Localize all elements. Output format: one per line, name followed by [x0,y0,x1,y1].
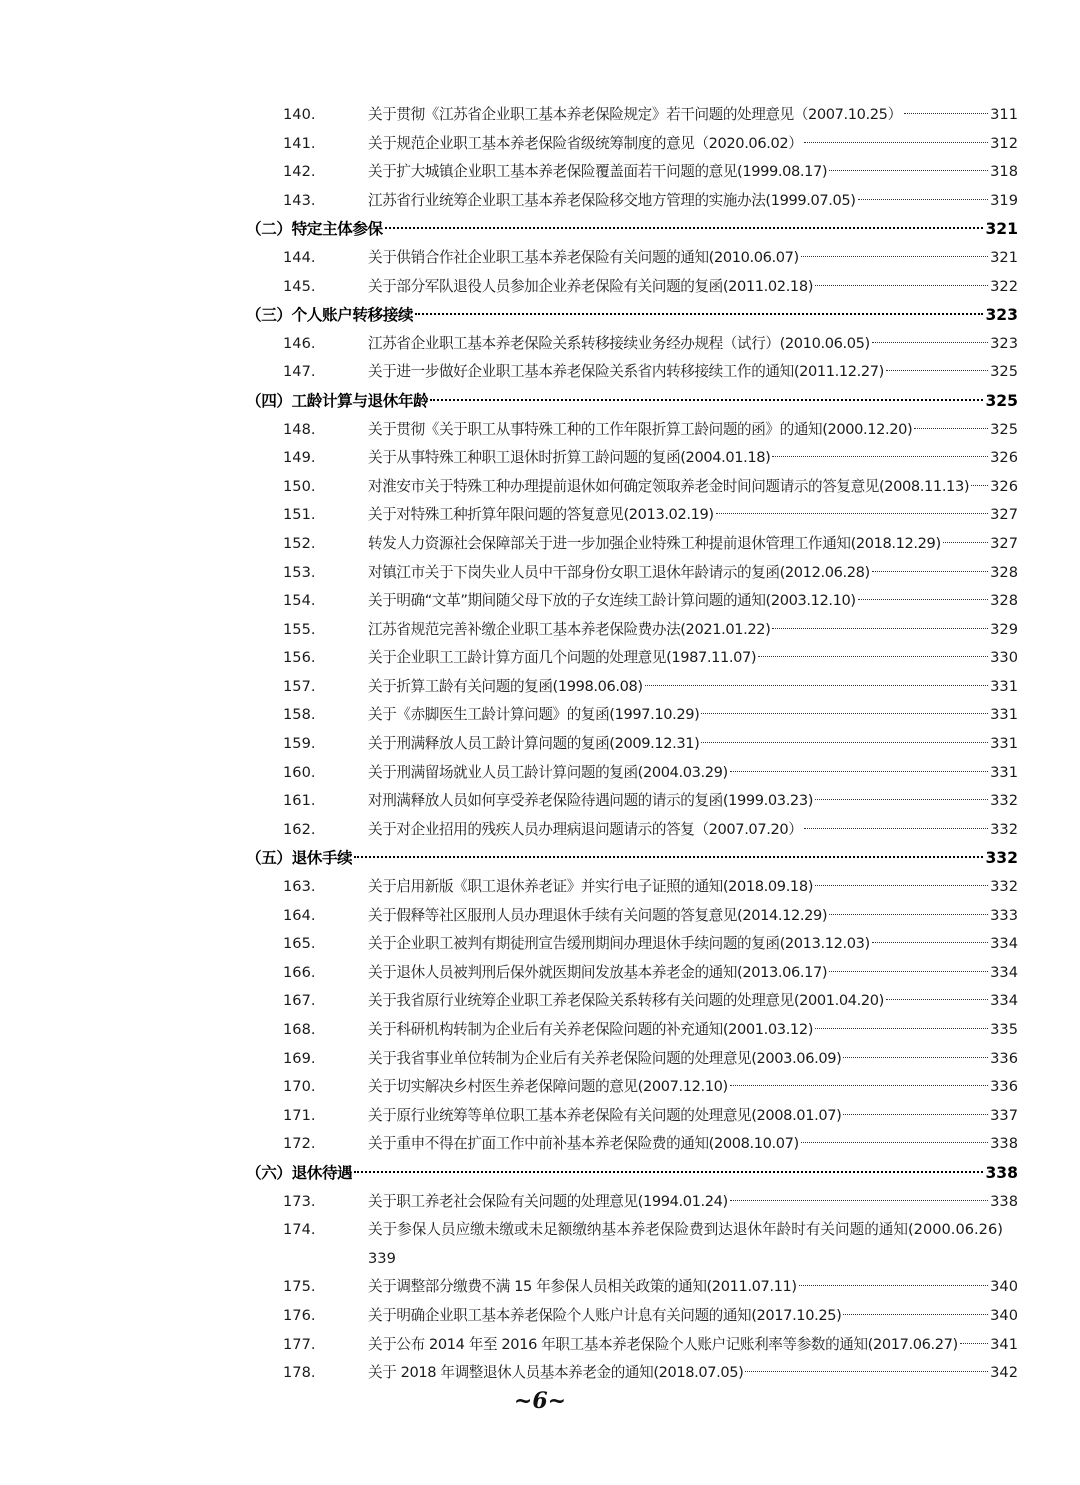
toc-entry[interactable] [0,644,1080,673]
dot-leader [745,1371,988,1372]
entry-number: 172. [283,1135,316,1153]
entry-number: 177. [283,1335,316,1353]
toc-entry[interactable] [0,1188,1080,1217]
entry-title: 关于启用新版《职工退休养老证》并实行电子证照的通知(2018.09.18) [368,878,813,896]
dot-leader [430,399,983,401]
section-page: 338 [985,1163,1018,1182]
dot-leader [730,1200,988,1201]
entry-page: 326 [990,449,1018,467]
entry-number: 151. [283,506,316,524]
entry-title: 关于供销合作社企业职工基本养老保险有关问题的通知(2010.06.07) [368,248,799,266]
entry-title: 关于扩大城镇企业职工基本养老保险覆盖面若干问题的意见(1999.08.17) [368,163,828,181]
dot-leader [815,285,988,286]
section-page: 321 [985,220,1018,239]
entry-title: 关于科研机构转制为企业后有关养老保险问题的补充通知(2001.03.12) [368,1021,813,1038]
entry-number: 156. [283,649,316,667]
toc-section[interactable] [0,844,1080,873]
entry-number: 161. [283,792,316,810]
entry-page: 312 [990,134,1018,152]
dot-leader [701,713,988,714]
entry-page: 331 [990,763,1018,781]
entry-number: 174. [283,1221,316,1239]
entry-title: 关于原行业统筹等单位职工基本养老保险有关问题的处理意见(2008.01.07) [368,1106,842,1124]
entry-page: 332 [990,878,1018,896]
dot-leader [843,1057,988,1058]
entry-title: 关于参保人员应缴未缴或未足额缴纳基本养老保险费到达退休年龄时有关问题的通知(2000.06.26) [368,1221,1003,1239]
entry-number: 159. [283,735,316,753]
entry-number: 176. [283,1306,316,1324]
entry-number: 149. [283,449,316,467]
dot-leader [730,1085,988,1086]
dot-leader [772,456,988,457]
entry-number: 148. [283,420,316,438]
dot-leader [801,1142,988,1143]
toc-entry[interactable] [0,587,1080,616]
entry-title: 关于调整部分缴费不满 15 年参保人员相关政策的通知(2011.07.11) [368,1278,797,1296]
dot-leader [730,771,988,772]
toc-entry[interactable] [0,930,1080,959]
toc-entry[interactable] [0,1130,1080,1159]
toc-entry[interactable] [0,1045,1080,1074]
toc-entry[interactable] [0,759,1080,788]
entry-page: 327 [990,534,1018,552]
entry-page: 340 [990,1306,1018,1324]
toc-entry[interactable] [0,530,1080,559]
dot-leader [960,1343,988,1344]
toc-entry[interactable] [0,1302,1080,1331]
entry-title: 关于对特殊工种折算年限问题的答复意见(2013.02.19) [368,506,714,524]
entry-title: 江苏省企业职工基本养老保险关系转移接续业务经办规程（试行）(2010.06.05) [368,334,870,352]
section-title: （四）工龄计算与退休年龄 [246,391,429,410]
entry-page: 325 [990,420,1018,438]
section-title: （六）退休待遇 [246,1163,353,1182]
entry-title: 对镇江市关于下岗失业人员中干部身份女职工退休年龄请示的复函(2012.06.28) [368,563,870,581]
entry-title: 关于我省事业单位转制为企业后有关养老保险问题的处理意见(2003.06.09) [368,1049,842,1067]
entry-page: 341 [990,1335,1018,1353]
entry-page: 328 [990,563,1018,581]
section-page: 332 [985,849,1018,868]
toc-entry[interactable] [0,473,1080,502]
toc-entry[interactable] [0,1273,1080,1302]
entry-page: 334 [990,935,1018,953]
page-number-footer: ~6~ [513,1388,567,1414]
entry-number: 160. [283,763,316,781]
entry-number: 166. [283,963,316,981]
entry-page: 332 [990,792,1018,810]
entry-title: 关于刑满释放人员工龄计算问题的复函(2009.12.31) [368,735,700,753]
toc-entry[interactable] [0,158,1080,187]
toc-entry[interactable] [0,244,1080,273]
entry-number: 164. [283,906,316,924]
entry-number: 169. [283,1049,316,1067]
toc-entry[interactable] [0,501,1080,530]
entry-page: 339 [368,1249,396,1267]
entry-title: 关于《赤脚医生工龄计算问题》的复函(1997.10.29) [368,706,700,724]
toc-entry[interactable] [0,673,1080,702]
entry-page: 337 [990,1106,1018,1124]
dot-leader [971,485,988,486]
entry-page: 336 [990,1078,1018,1096]
dot-leader [858,599,988,600]
dot-leader [829,170,988,171]
toc-entry[interactable] [0,1073,1080,1102]
entry-title: 关于刑满留场就业人员工龄计算问题的复函(2004.03.29) [368,763,728,781]
entry-page: 333 [990,906,1018,924]
dot-leader [914,428,988,429]
entry-number: 146. [283,334,316,352]
dot-leader [804,142,988,143]
entry-number: 147. [283,363,316,381]
section-page: 323 [985,306,1018,325]
entry-number: 167. [283,992,316,1010]
entry-title: 关于从事特殊工种职工退休时折算工龄问题的复函(2004.01.18) [368,449,771,467]
entry-number: 170. [283,1078,316,1096]
toc-section[interactable] [0,387,1080,416]
entry-number: 162. [283,820,316,838]
dot-leader [385,227,984,229]
toc-entry[interactable] [0,1331,1080,1360]
dot-leader [701,742,988,743]
table-of-contents [0,101,1080,1388]
section-title: （三）个人账户转移接续 [246,306,414,325]
toc-entry[interactable] [0,273,1080,302]
toc-entry[interactable] [0,816,1080,845]
entry-page: 327 [990,506,1018,524]
entry-number: 145. [283,277,316,295]
entry-number: 157. [283,677,316,695]
entry-number: 141. [283,134,316,152]
dot-leader [645,685,988,686]
dot-leader [354,1171,983,1173]
entry-number: 168. [283,1021,316,1038]
entry-page: 319 [990,191,1018,209]
entry-number: 165. [283,935,316,953]
entry-page: 338 [990,1135,1018,1153]
dot-leader [858,199,989,200]
entry-number: 150. [283,477,316,495]
toc-entry[interactable] [0,787,1080,816]
entry-number: 171. [283,1106,316,1124]
toc-section[interactable] [0,301,1080,330]
toc-entry[interactable] [0,559,1080,588]
entry-title: 江苏省行业统筹企业职工基本养老保险移交地方管理的实施办法(1999.07.05) [368,191,856,209]
entry-page: 334 [990,992,1018,1010]
entry-title: 关于明确企业职工基本养老保险个人账户计息有关问题的通知(2017.10.25) [368,1306,842,1324]
toc-entry[interactable] [0,873,1080,902]
entry-page: 326 [990,477,1018,495]
entry-page: 336 [990,1049,1018,1067]
entry-page: 331 [990,706,1018,724]
toc-entry[interactable] [0,1016,1080,1045]
toc-entry[interactable] [0,101,1080,130]
entry-title: 关于贯彻《江苏省企业职工基本养老保险规定》若干问题的处理意见（2007.10.25） [368,106,902,123]
entry-title: 关于 2018 年调整退休人员基本养老金的通知(2018.07.05) [368,1364,744,1382]
entry-page: 338 [990,1192,1018,1210]
dot-leader [843,1314,988,1315]
entry-title: 关于切实解决乡村医生养老保障问题的意见(2007.12.10) [368,1078,728,1096]
toc-entry[interactable] [0,959,1080,988]
dot-leader [904,113,988,114]
entry-number: 140. [283,106,316,123]
entry-title: 关于明确“文革”期间随父母下放的子女连续工龄计算问题的通知(2003.12.10) [368,592,856,610]
entry-number: 152. [283,534,316,552]
entry-title: 对刑满释放人员如何享受养老保险待遇问题的请示的复函(1999.03.23) [368,792,813,810]
section-title: （二）特定主体参保 [246,220,383,239]
entry-page: 334 [990,963,1018,981]
dot-leader [886,999,988,1000]
dot-leader [772,628,988,629]
entry-number: 163. [283,878,316,896]
dot-leader [801,256,988,257]
entry-page: 328 [990,592,1018,610]
entry-number: 175. [283,1278,316,1296]
toc-entry[interactable] [0,701,1080,730]
dot-leader [415,313,983,315]
entry-title: 关于部分军队退役人员参加企业养老保险有关问题的复函(2011.02.18) [368,277,813,295]
toc-entry[interactable] [0,1216,1080,1273]
entry-title: 对淮安市关于特殊工种办理提前退休如何确定领取养老金时间问题请示的答复意见(2008.11.13) [368,477,970,495]
toc-entry[interactable] [0,616,1080,645]
section-title: （五）退休手续 [246,849,353,868]
entry-title: 关于重申不得在扩面工作中前补基本养老保险费的通知(2008.10.07) [368,1135,799,1153]
entry-title: 关于对企业招用的残疾人员办理病退问题请示的答复（2007.07.20） [368,820,803,838]
toc-entry[interactable] [0,987,1080,1016]
toc-entry[interactable] [0,330,1080,359]
toc-entry[interactable] [0,902,1080,931]
dot-leader [799,1285,988,1286]
entry-title: 关于进一步做好企业职工基本养老保险关系省内转移接续工作的通知(2011.12.27) [368,363,884,381]
entry-number: 173. [283,1192,316,1210]
entry-number: 154. [283,592,316,610]
entry-page: 331 [990,735,1018,753]
entry-page: 332 [990,820,1018,838]
toc-section[interactable] [0,215,1080,244]
entry-number: 144. [283,248,316,266]
toc-entry[interactable] [0,1102,1080,1131]
entry-title: 关于我省原行业统筹企业职工养老保险关系转移有关问题的处理意见(2001.04.20) [368,992,884,1010]
entry-page: 330 [990,649,1018,667]
dot-leader [872,942,988,943]
entry-title: 关于公布 2014 年至 2016 年职工基本养老保险个人账户记账利率等参数的通知(2017.06.27) [368,1335,958,1353]
entry-title: 关于假释等社区服刑人员办理退休手续有关问题的答复意见(2014.12.29) [368,906,828,924]
dot-leader [829,914,988,915]
entry-title: 关于贯彻《关于职工从事特殊工种的工作年限折算工龄问题的函》的通知(2000.12.20) [368,420,913,438]
dot-leader [815,1028,988,1029]
dot-leader [943,542,988,543]
dot-leader [804,828,988,829]
entry-number: 142. [283,163,316,181]
entry-page: 321 [990,248,1018,266]
dot-leader [843,1114,988,1115]
entry-page: 340 [990,1278,1018,1296]
entry-page: 323 [990,334,1018,352]
entry-number: 158. [283,706,316,724]
dot-leader [872,342,988,343]
entry-title: 转发人力资源社会保障部关于进一步加强企业特殊工种提前退休管理工作通知(2018.12.29) [368,534,941,552]
toc-section[interactable] [0,1159,1080,1188]
entry-number: 143. [283,191,316,209]
entry-number: 153. [283,563,316,581]
dot-leader [354,856,983,858]
entry-page: 318 [990,163,1018,181]
entry-page: 325 [990,363,1018,381]
entry-page: 335 [990,1021,1018,1038]
entry-title: 关于折算工龄有关问题的复函(1998.06.08) [368,677,643,695]
entry-title: 关于企业职工工龄计算方面几个问题的处理意见(1987.11.07) [368,649,757,667]
dot-leader [815,799,988,800]
toc-entry[interactable] [0,444,1080,473]
entry-page: 329 [990,620,1018,638]
toc-entry[interactable] [0,1359,1080,1388]
toc-entry[interactable] [0,130,1080,159]
dot-leader [815,885,988,886]
toc-entry[interactable] [0,416,1080,445]
entry-number: 178. [283,1364,316,1382]
entry-title: 关于规范企业职工基本养老保险省级统筹制度的意见（2020.06.02） [368,134,803,152]
entry-page: 342 [990,1364,1018,1382]
entry-page: 311 [990,106,1018,123]
dot-leader [886,370,988,371]
dot-leader [829,971,988,972]
dot-leader [716,513,989,514]
toc-entry[interactable] [0,187,1080,216]
entry-number: 155. [283,620,316,638]
section-page: 325 [985,391,1018,410]
entry-title: 关于企业职工被判有期徒刑宣告缓刑期间办理退休手续问题的复函(2013.12.03) [368,935,870,953]
dot-leader [758,656,988,657]
entry-page: 331 [990,677,1018,695]
toc-entry[interactable] [0,730,1080,759]
toc-entry[interactable] [0,358,1080,387]
entry-title: 江苏省规范完善补缴企业职工基本养老保险费办法(2021.01.22) [368,620,771,638]
entry-page: 322 [990,277,1018,295]
entry-title: 关于退休人员被判刑后保外就医期间发放基本养老金的通知(2013.06.17) [368,963,828,981]
dot-leader [872,571,988,572]
entry-title: 关于职工养老社会保险有关问题的处理意见(1994.01.24) [368,1192,728,1210]
